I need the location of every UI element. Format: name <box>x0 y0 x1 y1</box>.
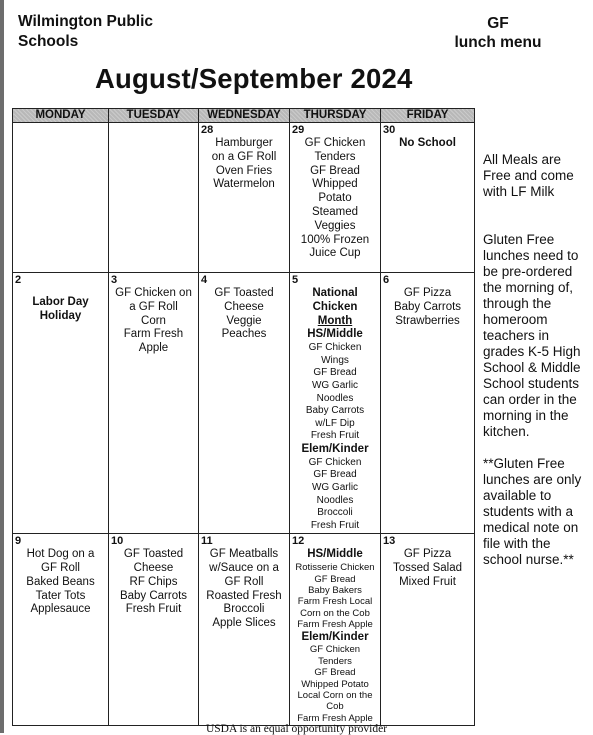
school-name-line2: Schools <box>18 32 79 50</box>
date-number: 3 <box>111 274 118 286</box>
weekday-header-tuesday: TUESDAY <box>109 109 199 123</box>
menu-item: Hot Dog on a <box>26 548 95 561</box>
date-number: 2 <box>15 274 22 286</box>
group-label-hs-middle: HS/Middle <box>307 328 363 341</box>
preorder-note: Gluten Free lunches need to be pre-ordered the morning of, through the homeroom teachers in grades K-5 High School & Middle School students can order in the morning in the kitchen. <box>483 232 581 439</box>
menu-item: Mixed Fruit <box>399 575 456 588</box>
menu-item: GF Bread <box>313 469 357 481</box>
menu-item: on a GF Roll <box>211 150 277 163</box>
menu-item: Potato <box>318 192 352 205</box>
menu-item: Cheese <box>133 562 174 575</box>
weekday-header-thursday: THURSDAY <box>290 109 381 123</box>
menu-item: Baby Bakers <box>308 584 362 596</box>
free-meals-note: All Meals are Free and come with LF Milk <box>483 152 574 199</box>
menu-item: Whipped Potato <box>301 678 369 690</box>
menu-item: Hamburger <box>215 137 273 149</box>
menu-item: Noodles <box>316 392 354 404</box>
special-label: Month <box>317 314 353 327</box>
week-row-2 <box>13 273 475 534</box>
menu-item: Fresh Fruit <box>125 603 182 616</box>
menu-item: GF Meatballs <box>209 548 279 561</box>
menu-item: Roasted Fresh <box>206 589 282 602</box>
menu-item: Fresh Fruit <box>310 519 360 531</box>
day-cell-aug-30 <box>381 123 475 273</box>
menu-item: Applesauce <box>30 603 91 616</box>
menu-item: GF Bread <box>310 164 360 177</box>
menu-item: Tenders <box>318 655 352 667</box>
menu-item: Oven Fries <box>215 164 273 177</box>
date-number: 6 <box>383 274 390 286</box>
menu-item: Strawberries <box>395 314 460 327</box>
menu-item: Corn on the Cob <box>300 607 370 619</box>
menu-item: GF Chicken <box>309 644 361 656</box>
menu-item: GF Toasted <box>214 287 274 299</box>
menu-type-line2: lunch menu <box>454 34 542 51</box>
day-cell-sep-4 <box>199 273 290 534</box>
date-number: 5 <box>292 274 299 286</box>
no-school-note: No School <box>399 137 456 149</box>
day-cell-sep-6 <box>381 273 475 534</box>
menu-item: 100% Frozen <box>300 233 370 246</box>
holiday-label: Labor Day <box>32 296 89 308</box>
menu-item: a GF Roll <box>129 300 178 313</box>
day-cell-sep-11 <box>199 534 290 726</box>
menu-item: Farm Fresh <box>123 328 184 341</box>
holiday-label: Holiday <box>39 309 82 322</box>
menu-item: GF Chicken <box>304 137 366 149</box>
week-row-1 <box>13 123 475 273</box>
menu-item: Steamed <box>311 205 359 218</box>
day-cell-sep-13 <box>381 534 475 726</box>
day-cell-empty <box>13 123 109 273</box>
menu-item: WG Garlic <box>311 379 359 391</box>
menu-item: w/LF Dip <box>315 417 355 429</box>
menu-item: Local Corn on the <box>297 689 373 701</box>
special-label: Chicken <box>312 300 358 313</box>
page-edge <box>0 0 4 733</box>
special-label: National <box>312 287 358 299</box>
menu-item: Farm Fresh Local <box>297 596 373 608</box>
page-title: August/September 2024 <box>95 63 413 94</box>
date-number: 11 <box>201 535 213 548</box>
day-cell-aug-28 <box>199 123 290 273</box>
menu-item: Apple Slices <box>212 617 276 630</box>
menu-item: Watermelon <box>213 178 275 191</box>
info-sidebar <box>483 152 588 568</box>
date-number: 4 <box>201 274 208 286</box>
date-number: 13 <box>383 535 396 548</box>
menu-item: WG Garlic <box>311 481 359 493</box>
menu-item: Juice Cup <box>309 247 361 260</box>
menu-item: Farm Fresh Apple <box>297 712 373 724</box>
weekday-header-wednesday: WEDNESDAY <box>199 109 290 123</box>
weekday-header-friday: FRIDAY <box>381 109 475 123</box>
menu-item: Fresh Fruit <box>310 430 360 442</box>
menu-item: GF Bread <box>314 573 356 585</box>
menu-item: GF Chicken <box>308 342 362 354</box>
menu-item: Cob <box>326 701 344 713</box>
week-row-3 <box>13 534 475 726</box>
day-cell-sep-2 <box>13 273 109 534</box>
menu-item: Tenders <box>314 150 356 163</box>
menu-item: GF Pizza <box>403 287 452 299</box>
group-label-elem-kinder: Elem/Kinder <box>301 630 369 643</box>
menu-item: Peaches <box>221 328 267 341</box>
menu-item: Farm Fresh Apple <box>297 619 373 631</box>
menu-item: Veggie <box>226 314 262 327</box>
day-cell-sep-5 <box>290 273 381 534</box>
menu-item: Baby Carrots <box>305 405 365 417</box>
menu-item: GF Roll <box>41 562 80 575</box>
day-cell-empty <box>109 123 199 273</box>
menu-item: Noodles <box>316 494 354 506</box>
menu-item: GF Pizza <box>403 548 452 561</box>
lunch-calendar <box>12 108 475 726</box>
menu-item: Veggies <box>314 219 356 232</box>
menu-type-line1: GF <box>487 15 509 32</box>
menu-item: Whipped <box>312 178 358 191</box>
menu-item: Baby Carrots <box>119 589 188 602</box>
menu-item: GF Chicken on <box>115 287 192 299</box>
school-name <box>18 12 218 51</box>
menu-item: w/Sauce on a <box>209 562 279 575</box>
date-number: 30 <box>383 124 396 136</box>
date-number: 9 <box>15 535 22 548</box>
group-label-elem-kinder: Elem/Kinder <box>301 442 369 455</box>
school-name-line1: Wilmington Public <box>18 13 154 30</box>
menu-item: GF Roll <box>224 575 264 588</box>
day-cell-sep-9 <box>13 534 109 726</box>
menu-item: Cheese <box>224 300 264 313</box>
medical-note: **Gluten Free lunches are only available to students with a medical note on file with the school nurse.** <box>483 456 582 567</box>
menu-item: Baby Carrots <box>393 300 462 313</box>
usda-footer: USDA is an equal opportunity provider <box>205 723 388 735</box>
weekday-header-monday: MONDAY <box>13 109 109 123</box>
menu-item: Broccoli <box>223 603 265 616</box>
menu-item: GF Toasted <box>123 548 184 561</box>
menu-item: Corn <box>141 314 166 327</box>
group-label-hs-middle: HS/Middle <box>307 548 363 561</box>
menu-item: GF Bread <box>313 367 357 379</box>
weekday-header-row <box>13 109 475 123</box>
menu-item: Wings <box>321 354 349 366</box>
menu-item: GF Bread <box>314 667 356 679</box>
menu-item: GF Chicken <box>308 456 362 468</box>
date-number: 12 <box>292 535 305 548</box>
menu-item: Apple <box>138 342 169 355</box>
menu-item: Tossed Salad <box>392 562 463 575</box>
date-number: 29 <box>292 124 305 136</box>
date-number: 28 <box>201 124 214 136</box>
date-number: 10 <box>111 535 124 548</box>
menu-item: Baked Beans <box>26 575 95 588</box>
menu-item: Tater Tots <box>35 589 86 602</box>
day-cell-sep-3 <box>109 273 199 534</box>
menu-item: Broccoli <box>317 507 353 519</box>
day-cell-aug-29 <box>290 123 381 273</box>
menu-item: RF Chips <box>129 575 178 588</box>
day-cell-sep-10 <box>109 534 199 726</box>
menu-item: Rotisserie Chicken <box>295 562 375 574</box>
day-cell-sep-12 <box>290 534 381 726</box>
menu-type-label <box>438 14 558 52</box>
